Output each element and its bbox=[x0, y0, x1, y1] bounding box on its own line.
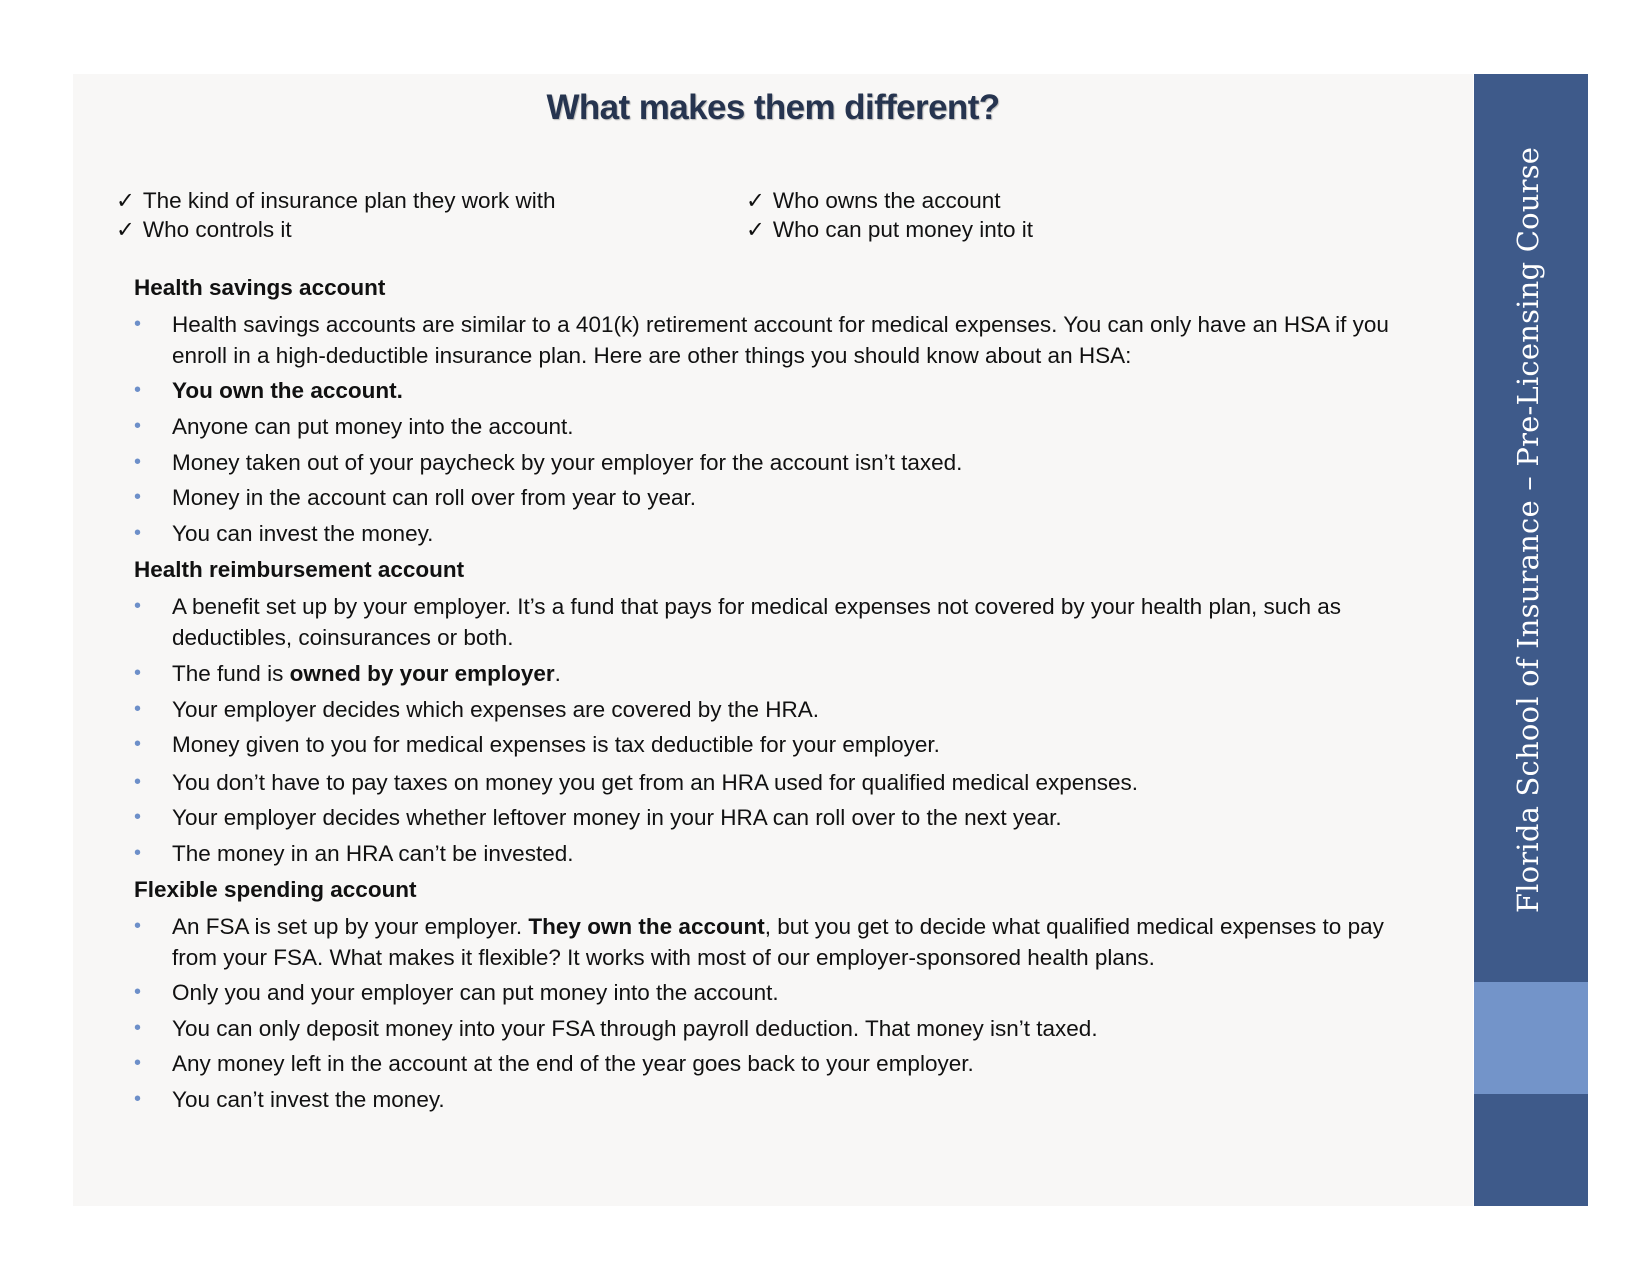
bullet-icon: • bbox=[134, 698, 142, 720]
list-item-text: Any money left in the account at the end of the year goes back to your employer. bbox=[172, 1051, 974, 1076]
bullet-icon: • bbox=[134, 981, 142, 1003]
list-item bbox=[134, 658, 1424, 689]
list-item bbox=[134, 1048, 1424, 1079]
list-item bbox=[134, 375, 1424, 406]
list-item bbox=[134, 518, 1424, 549]
section-heading-hsa: Health savings account bbox=[134, 275, 386, 300]
list-item bbox=[134, 767, 1424, 798]
list-item bbox=[134, 482, 1424, 513]
bullet-icon: • bbox=[134, 486, 142, 508]
checklist-item bbox=[746, 186, 1001, 215]
section-heading-hra: Health reimbursement account bbox=[134, 557, 465, 582]
checklist-text: Who owns the account bbox=[772, 188, 1001, 213]
list-item bbox=[134, 802, 1424, 833]
list-item bbox=[134, 591, 1424, 653]
bullet-icon: • bbox=[134, 662, 142, 684]
check-icon: ✓ bbox=[746, 188, 765, 213]
bullet-icon: • bbox=[134, 415, 142, 437]
emphasis-text: You own the account. bbox=[172, 378, 403, 403]
list-item bbox=[134, 411, 1424, 442]
check-icon: ✓ bbox=[116, 188, 135, 213]
list-item-text: An FSA is set up by your employer. They own the account, but you get to decide what qualified medical expenses to pay from your FSA. What makes it flexible? It works with most of our employer-sponsored health plans. bbox=[172, 914, 1384, 970]
bullet-icon: • bbox=[134, 1052, 142, 1074]
list-item-text: Money taken out of your paycheck by your employer for the account isn’t taxed. bbox=[172, 450, 963, 475]
list-item-text: Health savings accounts are similar to a 401(k) retirement account for medical expenses. You can only have an HSA if you enroll in a high-deductible insurance plan. Here are other things you should know about an HSA: bbox=[172, 312, 1389, 368]
list-item bbox=[134, 838, 1424, 869]
list-item bbox=[134, 309, 1424, 371]
list-item bbox=[134, 977, 1424, 1008]
list-item-text: The money in an HRA can’t be invested. bbox=[172, 841, 574, 866]
bullet-icon: • bbox=[134, 595, 142, 617]
page-title: What makes them different? bbox=[546, 88, 1000, 127]
list-item-text: Your employer decides which expenses are covered by the HRA. bbox=[172, 697, 820, 722]
list-item-text: Anyone can put money into the account. bbox=[172, 414, 574, 439]
list-item-text: You don’t have to pay taxes on money you get from an HRA used for qualified medical expenses. bbox=[172, 770, 1139, 795]
list-item-text bbox=[172, 375, 1424, 406]
list-item bbox=[134, 694, 1424, 725]
emphasis-text: They own the account bbox=[528, 914, 765, 939]
list-item-text: You can invest the money. bbox=[172, 521, 434, 546]
list-item-text: Your employer decides whether leftover money in your HRA can roll over to the next year. bbox=[172, 805, 1062, 830]
bullet-icon: • bbox=[134, 915, 142, 937]
bullet-icon: • bbox=[134, 313, 142, 335]
bullet-icon: • bbox=[134, 771, 142, 793]
sidebar-accent-block bbox=[1474, 982, 1588, 1094]
bullet-icon: • bbox=[134, 733, 142, 755]
bullet-icon: • bbox=[134, 1088, 142, 1110]
list-item bbox=[134, 1013, 1424, 1044]
bullet-icon: • bbox=[134, 806, 142, 828]
bullet-icon: • bbox=[134, 451, 142, 473]
list-item-text: You can’t invest the money. bbox=[172, 1087, 445, 1112]
list-item-text: Money given to you for medical expenses is tax deductible for your employer. bbox=[172, 732, 940, 757]
checklist-item bbox=[746, 215, 1033, 244]
sidebar-course-label: Florida School of Insurance – Pre-Licensing Course bbox=[1511, 146, 1545, 914]
checklist-text: Who can put money into it bbox=[772, 217, 1033, 242]
check-icon: ✓ bbox=[116, 217, 135, 242]
list-item-text: A benefit set up by your employer. It’s a fund that pays for medical expenses not covered by your health plan, such as deductibles, coinsurances or both. bbox=[172, 594, 1342, 650]
bullet-icon: • bbox=[134, 1017, 142, 1039]
bullet-icon: • bbox=[134, 842, 142, 864]
emphasis-text: owned by your employer bbox=[289, 661, 555, 686]
list-item bbox=[134, 729, 1424, 760]
list-item bbox=[134, 447, 1424, 478]
list-item-text: You can only deposit money into your FSA through payroll deduction. That money isn’t taxed. bbox=[172, 1016, 1098, 1041]
bullet-icon: • bbox=[134, 379, 142, 401]
bullet-icon: • bbox=[134, 522, 142, 544]
list-item-text: Only you and your employer can put money into the account. bbox=[172, 980, 779, 1005]
checklist-text: Who controls it bbox=[142, 217, 292, 242]
section-heading-fsa: Flexible spending account bbox=[134, 877, 417, 902]
checklist-item bbox=[116, 186, 556, 215]
checklist-text: The kind of insurance plan they work with bbox=[142, 188, 556, 213]
checklist-item bbox=[116, 215, 292, 244]
check-icon: ✓ bbox=[746, 217, 765, 242]
list-item-text: The fund is owned by your employer. bbox=[172, 661, 561, 686]
list-item bbox=[134, 1084, 1424, 1115]
list-item-text: Money in the account can roll over from year to year. bbox=[172, 485, 697, 510]
list-item bbox=[134, 911, 1424, 973]
